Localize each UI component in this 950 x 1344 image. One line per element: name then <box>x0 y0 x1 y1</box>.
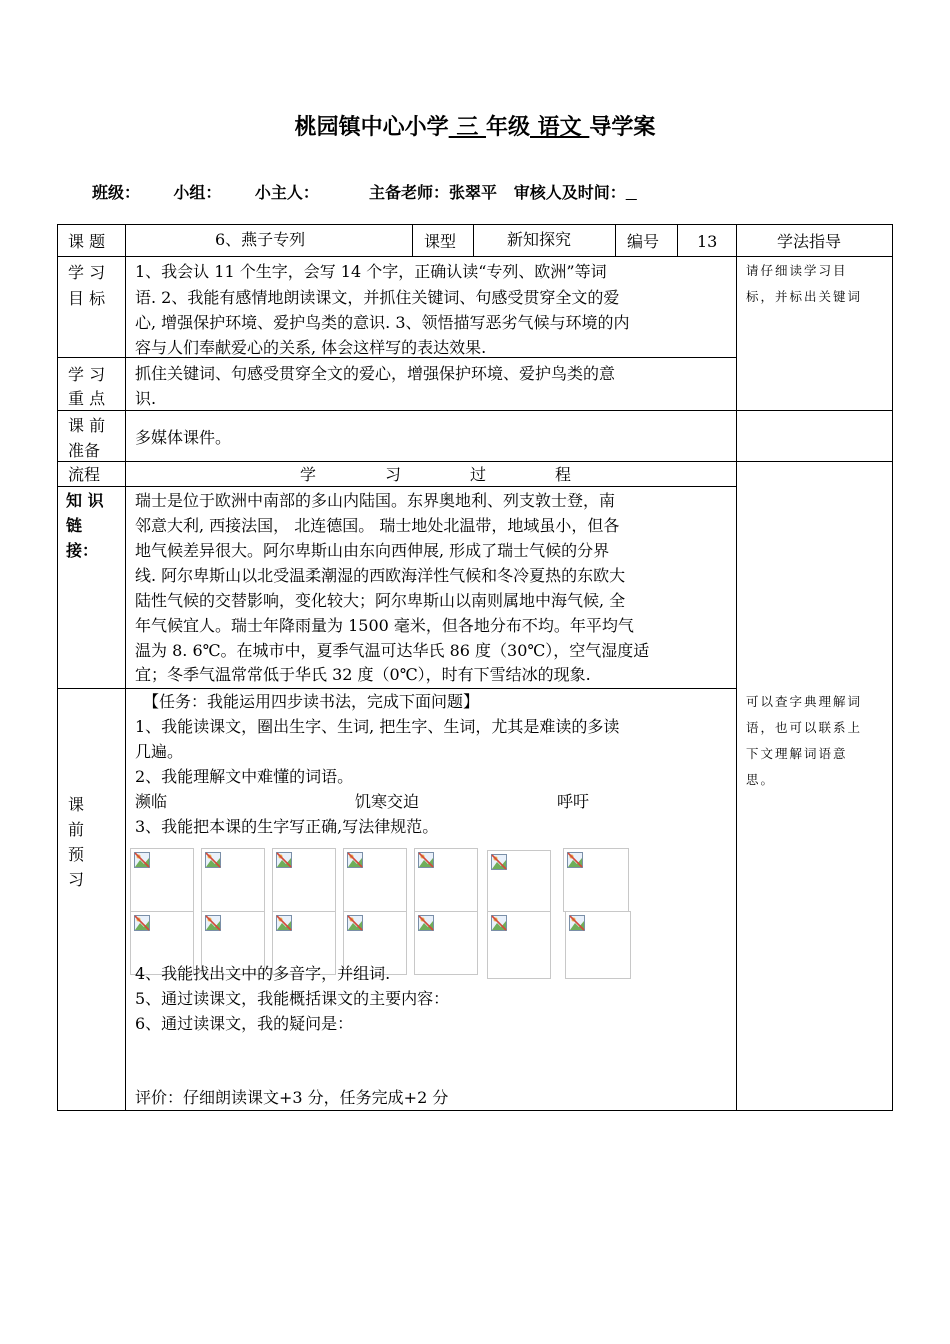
table-rule <box>57 256 893 257</box>
goal-line: 1、我会认 11 个生字，会写 14 个字，正确认读“专列、欧洲”等词 <box>135 262 607 281</box>
table-rule <box>57 410 893 411</box>
label-type: 课型 <box>424 232 457 251</box>
preview-word: 呼吁 <box>557 792 590 811</box>
writing-box[interactable] <box>487 911 551 979</box>
writing-box[interactable] <box>201 848 265 912</box>
guide-heading: 学法指导 <box>777 232 842 251</box>
table-rule <box>615 224 616 257</box>
table-rule <box>736 224 737 1111</box>
meta-blank <box>626 183 637 202</box>
broken-image-icon <box>205 915 221 931</box>
preview-q1-cont: 几遍。 <box>135 742 184 761</box>
focus-line: 抓住关键词、句感受贯穿全文的爱心，增强保护环境、爱护鸟类的意 <box>135 364 616 383</box>
title-subject: 语文 <box>530 115 590 140</box>
knowledge-line: 地气候差异很大。阿尔卑斯山由东向西伸展, 形成了瑞士气候的分界 <box>135 541 610 560</box>
table-rule <box>57 1110 893 1111</box>
preview-q6: 6、通过读课文，我的疑问是： <box>135 1014 354 1033</box>
broken-image-icon <box>347 852 363 868</box>
knowledge-line: 宜；冬季气温常常低于华氏 32 度（0℃），时有下雪结冰的现象. <box>135 665 591 684</box>
preview-guide-line: 下文理解词语意 <box>746 746 848 761</box>
meta-line <box>92 180 637 203</box>
knowledge-line: 温为 8. 6℃。在城市中，夏季气温可达华氏 86 度（30℃），空气湿度适 <box>135 641 650 660</box>
knowledge-line: 线. 阿尔卑斯山以北受温柔潮湿的西欧海洋性气候和冬冷夏热的东欧大 <box>135 566 626 585</box>
label-preview-2: 前 <box>68 820 85 839</box>
broken-image-icon <box>205 852 221 868</box>
flow-heading-char: 习 <box>385 465 402 484</box>
label-preview-4: 习 <box>68 870 85 889</box>
goal-line: 语. 2、我能有感情地朗读课文，并抓住关键词、句感受贯穿全文的爱 <box>135 288 620 307</box>
preview-q3: 3、我能把本课的生字写正确,写法律规范。 <box>135 817 439 836</box>
title-school: 桃园镇中心小学 <box>294 115 449 140</box>
goals-guide-line: 标，并标出关键词 <box>746 289 863 304</box>
flow-heading-char: 过 <box>470 465 487 484</box>
writing-box[interactable] <box>130 848 194 912</box>
preview-guide-line: 可以查字典理解词 <box>746 694 863 709</box>
preview-guide-line: 语，也可以联系上 <box>746 720 863 735</box>
title-grade: 三 <box>448 115 486 140</box>
broken-image-icon <box>491 915 507 931</box>
preview-eval: 评价：仔细朗读课文+3 分，任务完成+2 分 <box>135 1088 449 1107</box>
table-rule <box>412 224 413 257</box>
label-knowledge-1: 知 识 <box>66 491 104 510</box>
broken-image-icon <box>569 915 585 931</box>
flow-heading-char: 学 <box>300 465 317 484</box>
preview-word: 饥寒交迫 <box>355 792 420 811</box>
page-title <box>0 110 950 141</box>
label-number: 编号 <box>627 232 660 251</box>
broken-image-icon <box>418 852 434 868</box>
table-rule <box>57 224 58 1111</box>
writing-box[interactable] <box>343 848 407 912</box>
writing-box[interactable] <box>414 848 478 912</box>
preview-task: 【任务：我能运用四步读书法，完成下面问题】 <box>143 692 480 711</box>
lesson-number: 13 <box>697 232 718 251</box>
writing-box[interactable] <box>414 911 478 975</box>
preview-q2: 2、我能理解文中难懂的词语。 <box>135 767 354 786</box>
table-rule <box>57 224 893 225</box>
table-rule <box>125 224 126 1111</box>
meta-text: 班级： 小组： 小主人： 主备老师：张翠平 审核人及时间： <box>92 183 626 202</box>
writing-box[interactable] <box>565 911 631 979</box>
table-rule <box>892 224 893 1111</box>
broken-image-icon <box>491 854 507 870</box>
label-knowledge-3: 接： <box>66 541 99 560</box>
preview-word: 濒临 <box>135 792 168 811</box>
broken-image-icon <box>418 915 434 931</box>
broken-image-icon <box>276 915 292 931</box>
broken-image-icon <box>134 915 150 931</box>
label-prep-2: 准备 <box>68 441 101 460</box>
label-flow: 流程 <box>68 465 101 484</box>
flow-heading-char: 程 <box>555 465 572 484</box>
writing-box[interactable] <box>487 850 551 914</box>
broken-image-icon <box>134 852 150 868</box>
label-prep-1: 课 前 <box>68 416 106 435</box>
preview-q5: 5、通过读课文，我能概括课文的主要内容： <box>135 989 450 1008</box>
broken-image-icon <box>276 852 292 868</box>
lesson-title: 6、燕子专列 <box>215 230 306 249</box>
label-keti: 课 题 <box>68 232 106 251</box>
broken-image-icon <box>567 852 583 868</box>
writing-box[interactable] <box>272 848 336 912</box>
preview-guide-line: 思。 <box>746 772 776 787</box>
preview-q4: 4、我能找出文中的多音字，并组词. <box>135 964 391 983</box>
label-preview-3: 预 <box>68 845 85 864</box>
prep-text: 多媒体课件。 <box>135 428 232 447</box>
goal-line: 容与人们奉献爱心的关系, 体会这样写的表达效果. <box>135 338 487 357</box>
preview-q1: 1、我能读课文，圈出生字、生词, 把生字、生词，尤其是难读的多读 <box>135 717 620 736</box>
goal-line: 心, 增强保护环境、爱护鸟类的意识. 3、领悟描写恶劣气候与环境的内 <box>135 313 630 332</box>
knowledge-line: 年气候宜人。瑞士年降雨量为 1500 毫米，但各地分布不均。年平均气 <box>135 616 634 635</box>
knowledge-line: 陆性气候的交替影响，变化较大；阿尔卑斯山以南则属地中海气候, 全 <box>135 591 626 610</box>
label-goals-1: 学 习 <box>68 263 106 282</box>
writing-box[interactable] <box>563 848 629 912</box>
label-focus-1: 学 习 <box>68 365 106 384</box>
goals-guide-line: 请仔细读学习目 <box>746 263 848 278</box>
knowledge-line: 瑞士是位于欧洲中南部的多山内陆国。东界奥地利、列支敦士登，南 <box>135 491 616 510</box>
title-suffix: 导学案 <box>589 115 656 140</box>
label-focus-2: 重 点 <box>68 389 106 408</box>
label-knowledge-2: 链 <box>66 516 83 535</box>
broken-image-icon <box>347 915 363 931</box>
label-goals-2: 目 标 <box>68 289 106 308</box>
table-rule <box>473 224 474 257</box>
title-grade-word: 年级 <box>485 115 530 140</box>
knowledge-line: 邻意大利, 西接法国， 北连德国。 瑞士地处北温带，地域虽小，但各 <box>135 516 620 535</box>
lesson-type: 新知探究 <box>507 230 572 249</box>
label-preview-1: 课 <box>68 795 85 814</box>
table-rule <box>677 224 678 257</box>
focus-line: 识. <box>135 389 157 408</box>
